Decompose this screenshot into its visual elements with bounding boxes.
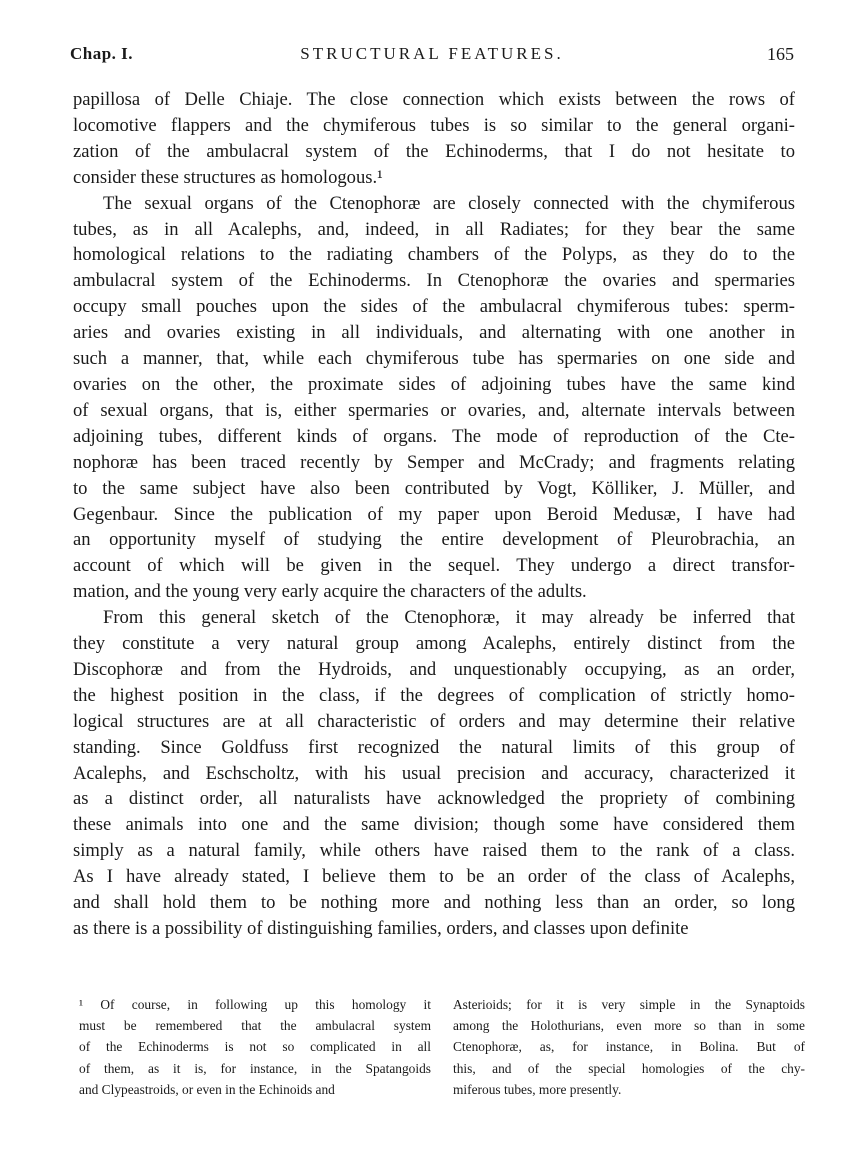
text-line: mation, and the young very early acquire the characters of the adults. [73,581,587,603]
text-line: adjoining tubes, different kinds of organs. The mode of reproduction of the Cte- [73,425,795,447]
text-line: as a distinct order, all naturalists have acknowledged the propriety of combining [73,788,795,810]
text-line: logical structures are at all characteristic of orders and may determine their relative [73,710,795,732]
footnote-line: Asterioids; for it is very simple in the Synaptoids [453,997,805,1012]
text-line: they constitute a very natural group among Acalephs, entirely distinct from the [73,633,795,655]
text-line: tubes, as in all Acalephs, and, indeed, in all Radiates; for they bear the same [73,218,795,240]
footnote-line: of them, as it is, for instance, in the Spatangoids [79,1060,431,1076]
text-line: to the same subject have also been contributed by Vogt, Kölliker, J. Müller, and [73,477,795,499]
footnote-line: Ctenophoræ, as, for instance, in Bolina. But of [453,1039,805,1055]
text-line: occupy small pouches upon the sides of the ambulacral chymiferous tubes: sperm- [73,296,795,318]
text-line: ambulacral system of the Echinoderms. In Ctenophoræ the ovaries and spermaries [73,270,795,292]
text-line: As I have already stated, I believe them to be an order of the class of Acalephs, [73,866,795,888]
text-line: the highest position in the class, if the degrees of complication of strictly homo- [73,684,795,706]
text-line: account of which will be given in the sequel. They undergo a direct transfor- [73,555,795,577]
text-line: an opportunity myself of studying the entire development of Pleurobrachia, an [73,529,795,551]
footnote-line: and Clypeastroids, or even in the Echinoids and [79,1081,335,1097]
text-line: The sexual organs of the Ctenophoræ are closely connected with the chymiferous [103,192,795,214]
main-text [73,87,795,942]
footnote-column-right [453,994,805,1100]
footnote-line: among the Holothurians, even more so than in some [453,1018,805,1034]
text-line: nophoræ has been traced recently by Semper and McCrady; and fragments relating [73,451,795,473]
chapter-label: Chap. I. [70,44,134,63]
text-line: aries and ovaries existing in all individuals, and alternating with one another in [73,322,795,344]
text-line: homological relations to the radiating chambers of the Polyps, as they do to the [73,244,795,266]
text-line: and shall hold them to be nothing more and nothing less than an order, so long [73,892,795,914]
footnote-line: miferous tubes, more presently. [453,1081,622,1097]
footnote-line: ¹ Of course, in following up this homology it [79,997,431,1012]
paragraph [73,605,795,942]
footnote-line: must be remembered that the ambulacral system [79,1018,431,1034]
running-title: STRUCTURAL FEATURES. [300,44,564,63]
running-header [70,44,794,74]
footnote-line: of the Echinoderms is not so complicated in all [79,1039,431,1055]
text-line: ovaries on the other, the proximate sides of adjoining tubes have the same kind [73,373,795,395]
text-line: standing. Since Goldfuss first recognized the natural limits of this group of [73,736,795,758]
text-line: simply as a natural family, while others have raised them to the rank of a class. [73,840,795,862]
page-number: 165 [767,44,794,64]
paragraph [73,87,795,191]
text-line: Acalephs, and Eschscholtz, with his usual precision and accuracy, characterized it [73,762,795,784]
text-line: From this general sketch of the Ctenophoræ, it may already be inferred that [103,607,795,629]
paragraph [73,191,795,606]
text-line: such a manner, that, while each chymiferous tube has spermaries on one side and [73,348,795,370]
text-line: Discophoræ and from the Hydroids, and unquestionably occupying, as an order, [73,658,795,680]
text-line: papillosa of Delle Chiaje. The close connection which exists between the rows of [73,89,795,110]
text-line: zation of the ambulacral system of the Echinoderms, that I do not hesitate to [73,140,795,162]
text-line: as there is a possibility of distinguishing families, orders, and classes upon definite [73,918,689,939]
footnotes [73,994,805,1134]
text-line: consider these structures as homologous.¹ [73,166,383,188]
footnote-line: this, and of the special homologies of the chy- [453,1060,805,1076]
text-line: locomotive flappers and the chymiferous tubes is so similar to the general organi- [73,114,795,136]
text-line: Gegenbaur. Since the publication of my paper upon Beroid Medusæ, I have had [73,503,795,525]
text-line: of sexual organs, that is, either spermaries or ovaries, and, alternate intervals between [73,399,795,421]
footnote-column-left [79,994,431,1100]
text-line: these animals into one and the same division; though some have considered them [73,814,795,836]
